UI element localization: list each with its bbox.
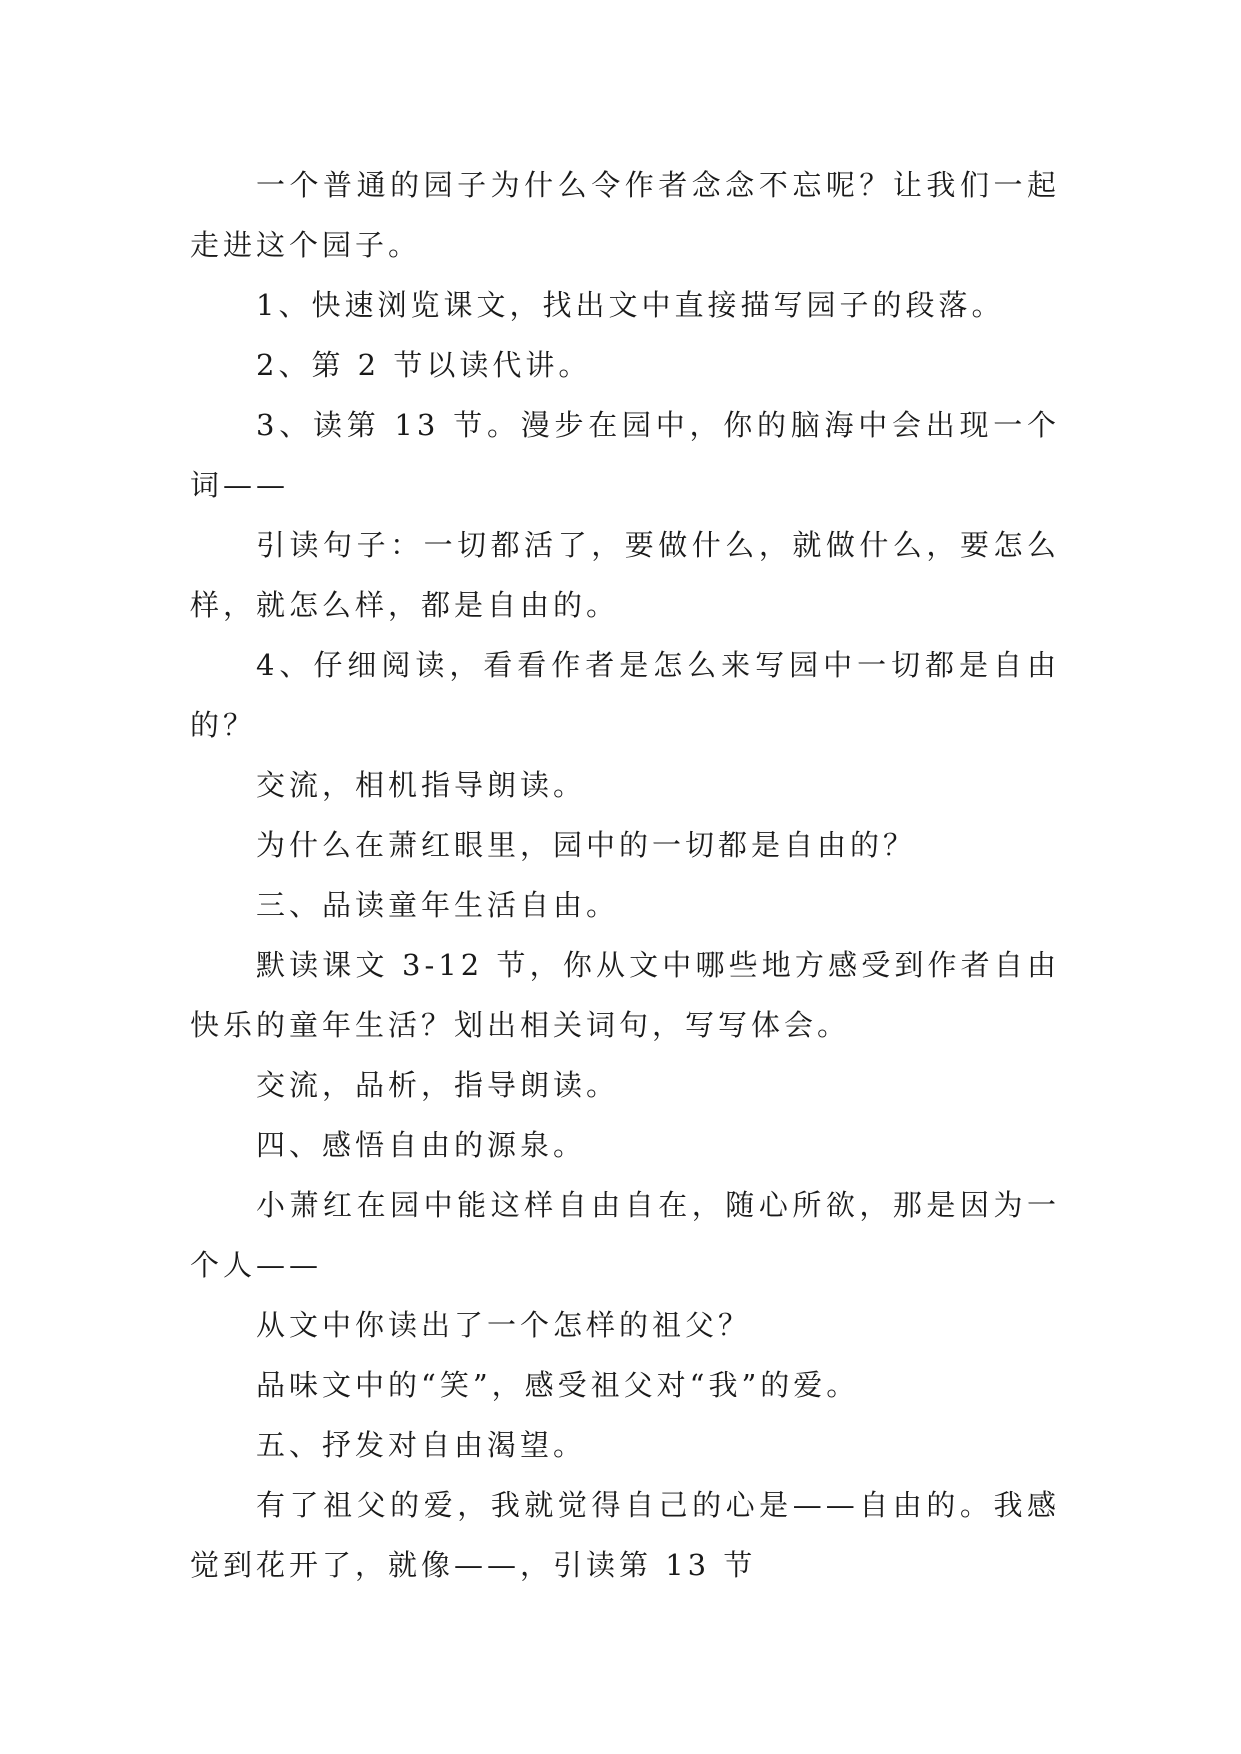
paragraph-smile: 品味文中的“笑”，感受祖父对“我”的爱。: [256, 1368, 860, 1402]
paragraph-closing: 有了祖父的爱，我就觉得自己的心是——自由的。我感觉到花开了，就像——，引读第 13 节: [190, 1488, 1060, 1582]
paragraph-guided-reading: 引读句子：一切都活了，要做什么，就做什么，要怎么样，就怎么样，都是自由的。: [190, 528, 1060, 622]
paragraph-step-2: 2、第 2 节以读代讲。: [256, 348, 592, 382]
section-heading-3: 三、品读童年生活自由。: [256, 888, 620, 922]
paragraph-step-1: 1、快速浏览课文，找出文中直接描写园子的段落。: [256, 288, 1005, 322]
paragraph-step-4: 4、仔细阅读，看看作者是怎么来写园中一切都是自由的？: [190, 648, 1060, 742]
section-heading-5: 五、抒发对自由渴望。: [256, 1428, 587, 1462]
paragraph-analysis: 交流，品析，指导朗读。: [256, 1068, 620, 1102]
paragraph-grandfather: 从文中你读出了一个怎样的祖父？: [256, 1308, 752, 1342]
paragraph-silent-reading: 默读课文 3-12 节，你从文中哪些地方感受到作者自由快乐的童年生活？划出相关词句，写写体会。: [190, 948, 1060, 1042]
paragraph-question: 为什么在萧红眼里，园中的一切都是自由的？: [256, 828, 917, 862]
paragraph-intro: 一个普通的园子为什么令作者念念不忘呢？让我们一起走进这个园子。: [190, 168, 1060, 262]
section-heading-4: 四、感悟自由的源泉。: [256, 1128, 587, 1162]
paragraph-freedom-source: 小萧红在园中能这样自由自在，随心所欲，那是因为一个人——: [190, 1188, 1060, 1282]
paragraph-discussion: 交流，相机指导朗读。: [256, 768, 587, 802]
paragraph-step-3: 3、读第 13 节。漫步在园中，你的脑海中会出现一个词——: [190, 408, 1060, 502]
document-body: [190, 155, 1060, 1595]
